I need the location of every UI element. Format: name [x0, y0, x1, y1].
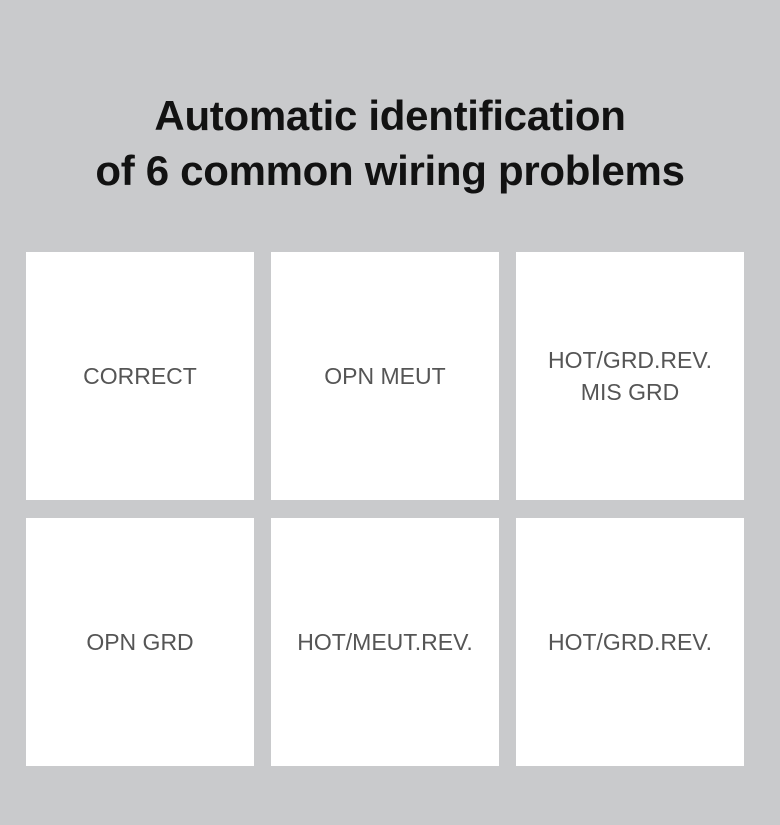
- wiring-state-card: [271, 252, 499, 500]
- wiring-state-label: HOT/GRD.REV.: [547, 629, 712, 655]
- wiring-state-label: OPN GRD: [86, 629, 194, 655]
- wiring-state-grid: [26, 252, 754, 766]
- wiring-state-card: [26, 518, 254, 766]
- wiring-state-label: CORRECT: [83, 363, 197, 389]
- wiring-state-card: [516, 518, 744, 766]
- wiring-state-label: OPN MEUT: [324, 363, 446, 389]
- wiring-state-card: [516, 252, 744, 500]
- wiring-state-card: [271, 518, 499, 766]
- page-title-line-2: of 6 common wiring problems: [95, 147, 685, 194]
- wiring-state-label: HOT/MEUT.REV.: [297, 629, 473, 655]
- wiring-state-label: HOT/GRD.REV. MIS GRD: [547, 347, 712, 405]
- page-title: [0, 0, 780, 198]
- wiring-state-card: [26, 252, 254, 500]
- page-title-line-1: Automatic identification: [154, 92, 626, 139]
